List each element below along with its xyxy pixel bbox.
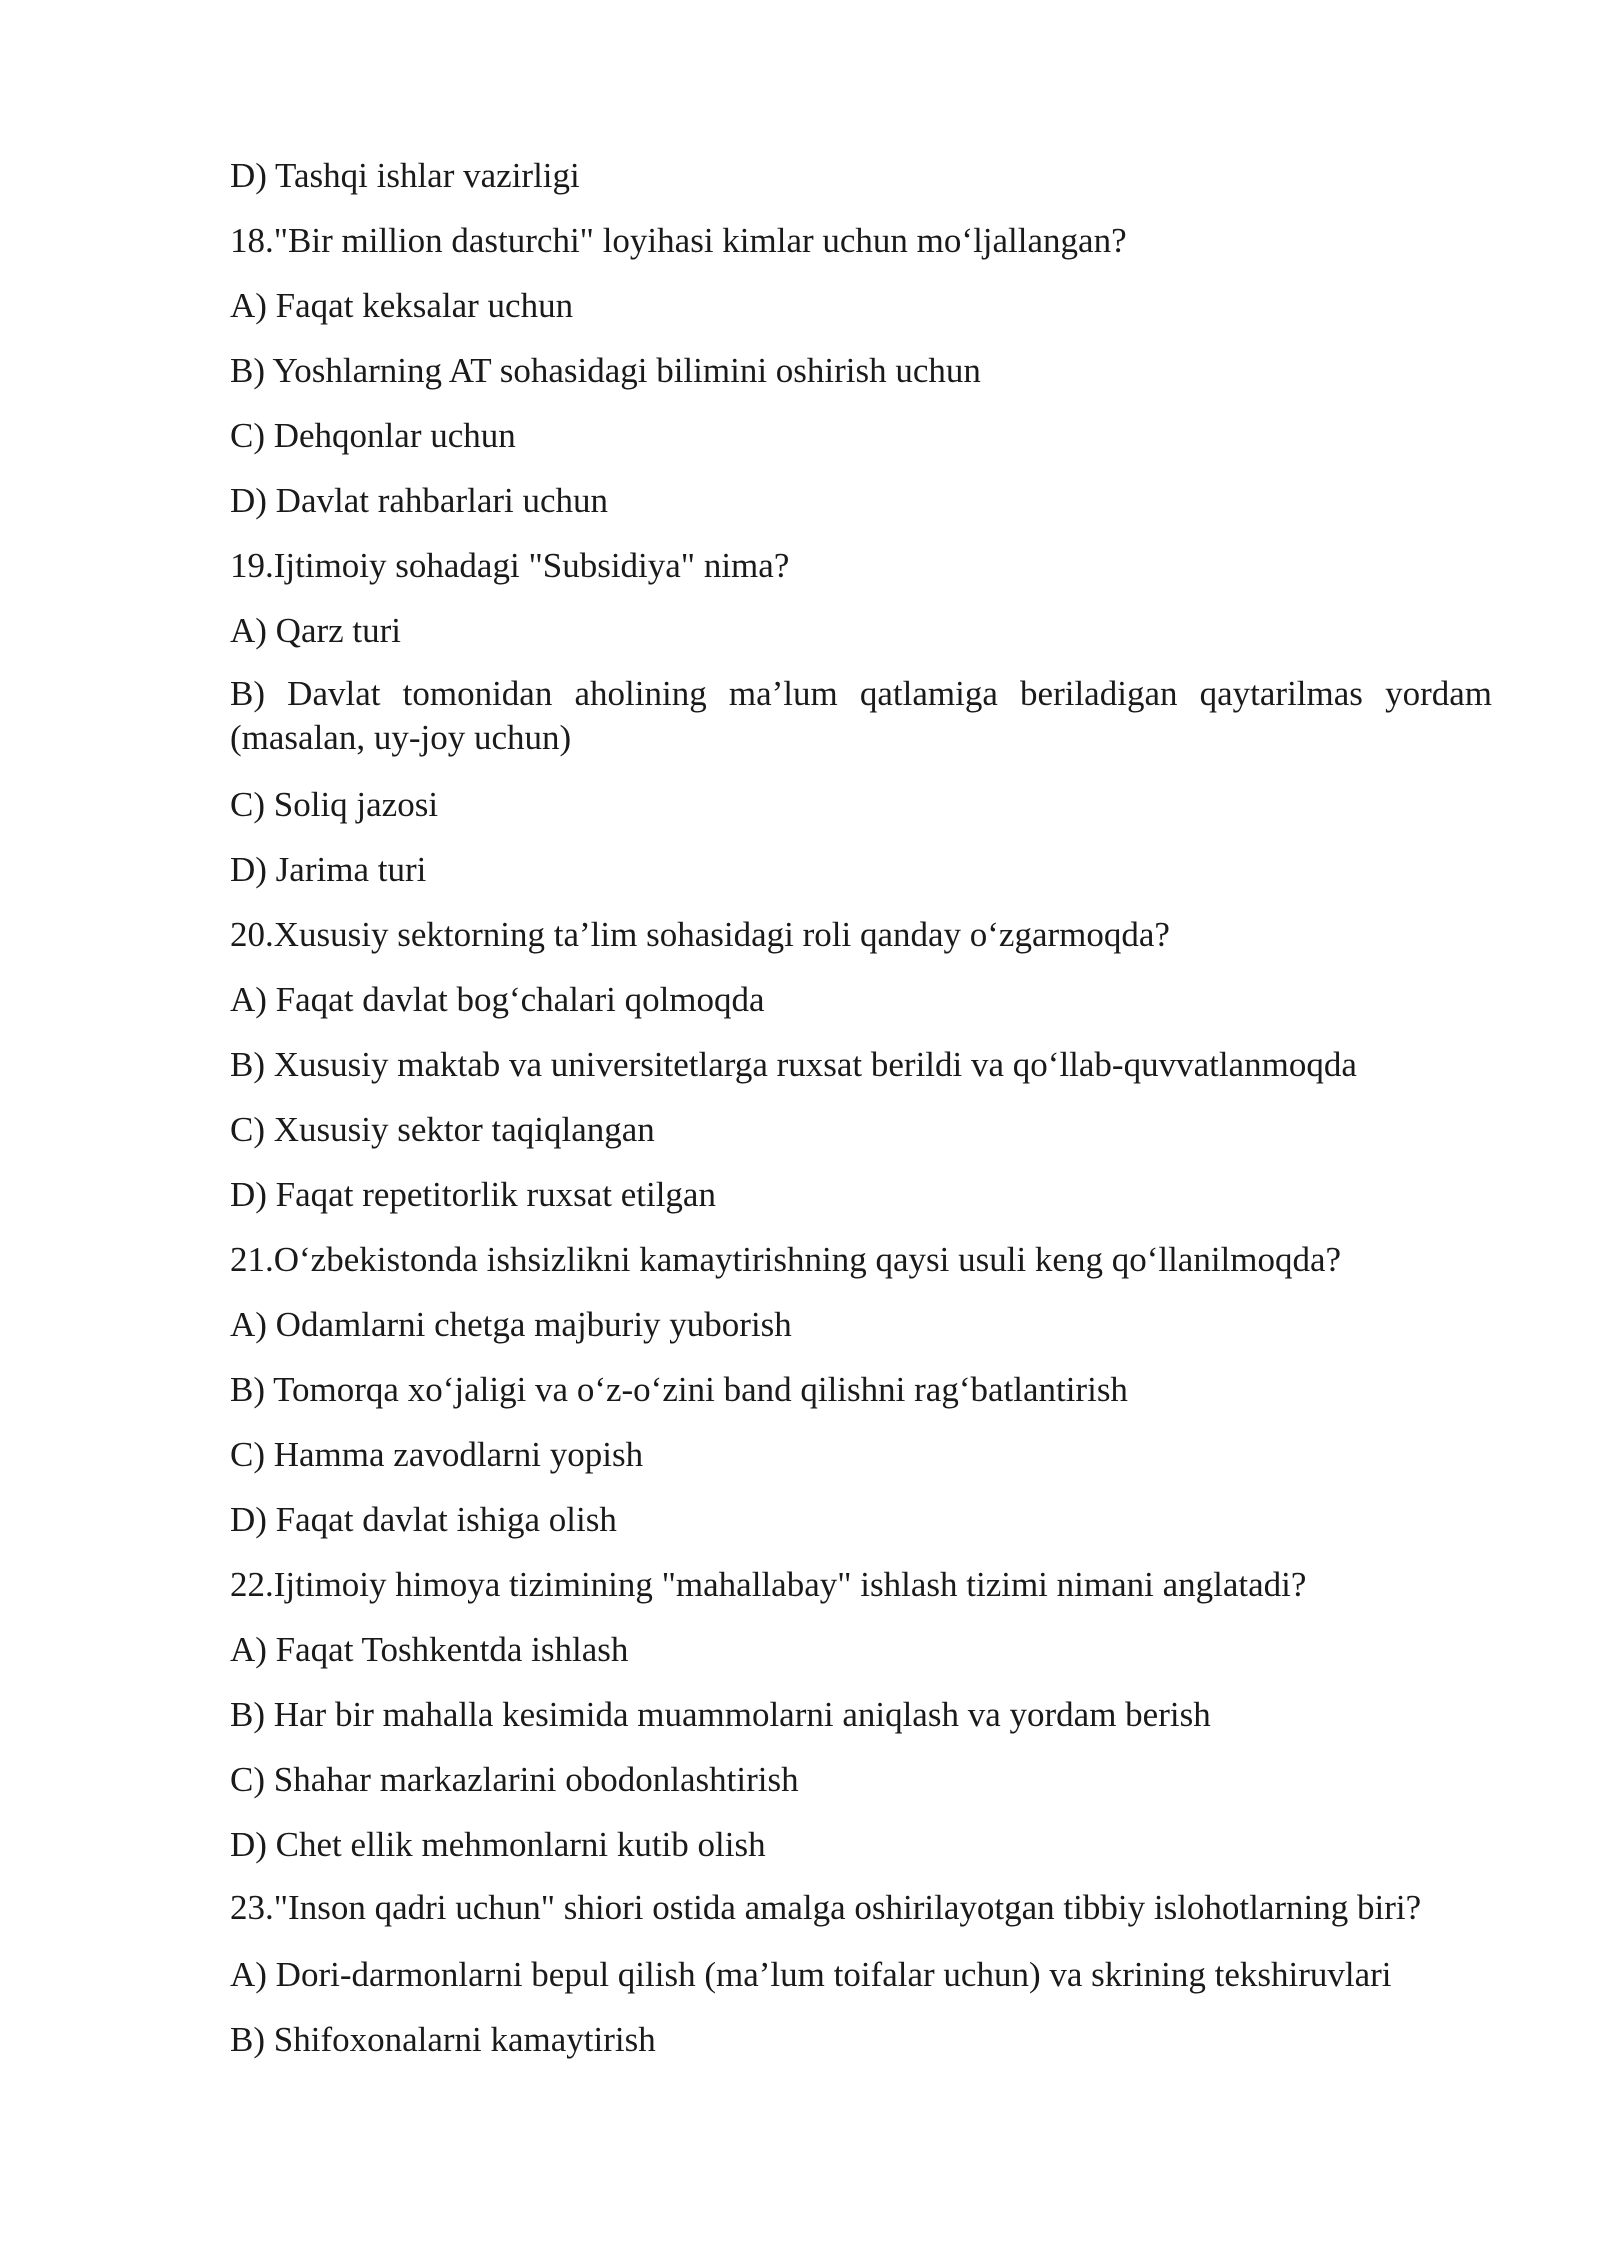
- answer-option: D) Chet ellik mehmonlarni kutib olish: [230, 1825, 766, 1864]
- answer-option: C) Hamma zavodlarni yopish: [230, 1435, 644, 1474]
- answer-option: A) Qarz turi: [230, 611, 402, 650]
- answer-option: B) Shifoxonalarni kamaytirish: [230, 2020, 656, 2059]
- answer-option: B) Yoshlarning AT sohasidagi bilimini oshirish uchun: [230, 351, 981, 390]
- answer-option: A) Faqat Toshkentda ishlash: [230, 1630, 629, 1669]
- answer-option: D) Faqat davlat ishiga olish: [230, 1500, 617, 1539]
- answer-option: A) Faqat davlat bog‘chalari qolmoqda: [230, 980, 765, 1019]
- question-20: 20.Xususiy sektorning ta’lim sohasidagi roli qanday o‘zgarmoqda?: [230, 915, 1170, 954]
- answer-option: D) Jarima turi: [230, 850, 427, 889]
- question-18: 18."Bir million dasturchi" loyihasi kimlar uchun mo‘ljallangan?: [230, 221, 1127, 260]
- question-23: 23."Inson qadri uchun" shiori ostida amalga oshirilayotgan tibbiy islohotlarning biri?: [230, 1888, 1422, 1927]
- question-22: 22.Ijtimoiy himoya tizimining "mahallabay" ishlash tizimi nimani anglatadi?: [230, 1565, 1307, 1604]
- answer-option: D) Faqat repetitorlik ruxsat etilgan: [230, 1175, 716, 1214]
- answer-option: D) Davlat rahbarlari uchun: [230, 481, 609, 520]
- answer-option: A) Faqat keksalar uchun: [230, 286, 574, 325]
- question-19: 19.Ijtimoiy sohadagi "Subsidiya" nima?: [230, 546, 790, 585]
- question-21: 21.O‘zbekistonda ishsizlikni kamaytirishning qaysi usuli keng qo‘llanilmoqda?: [230, 1240, 1342, 1279]
- answer-option: B) Xususiy maktab va universitetlarga ruxsat berildi va qo‘llab-quvvatlanmoqda: [230, 1045, 1357, 1084]
- answer-option: D) Tashqi ishlar vazirligi: [230, 156, 580, 195]
- answer-option: C) Dehqonlar uchun: [230, 416, 516, 455]
- answer-option: A) Odamlarni chetga majburiy yuborish: [230, 1305, 792, 1344]
- document-body: [230, 152, 1492, 2081]
- answer-option: B) Tomorqa xo‘jaligi va o‘z-o‘zini band qilishni rag‘batlantirish: [230, 1370, 1128, 1409]
- answer-option: C) Soliq jazosi: [230, 785, 439, 824]
- answer-option: C) Xususiy sektor taqiqlangan: [230, 1110, 655, 1149]
- answer-option: B) Davlat tomonidan aholining ma’lum qatlamiga beriladigan qaytarilmas yordam (masalan, uy-joy uchun): [230, 674, 1492, 757]
- answer-option: A) Dori-darmonlarni bepul qilish (ma’lum toifalar uchun) va skrining tekshiruvlari: [230, 1955, 1392, 1994]
- answer-option: C) Shahar markazlarini obodonlashtirish: [230, 1760, 799, 1799]
- answer-option: B) Har bir mahalla kesimida muammolarni aniqlash va yordam berish: [230, 1695, 1211, 1734]
